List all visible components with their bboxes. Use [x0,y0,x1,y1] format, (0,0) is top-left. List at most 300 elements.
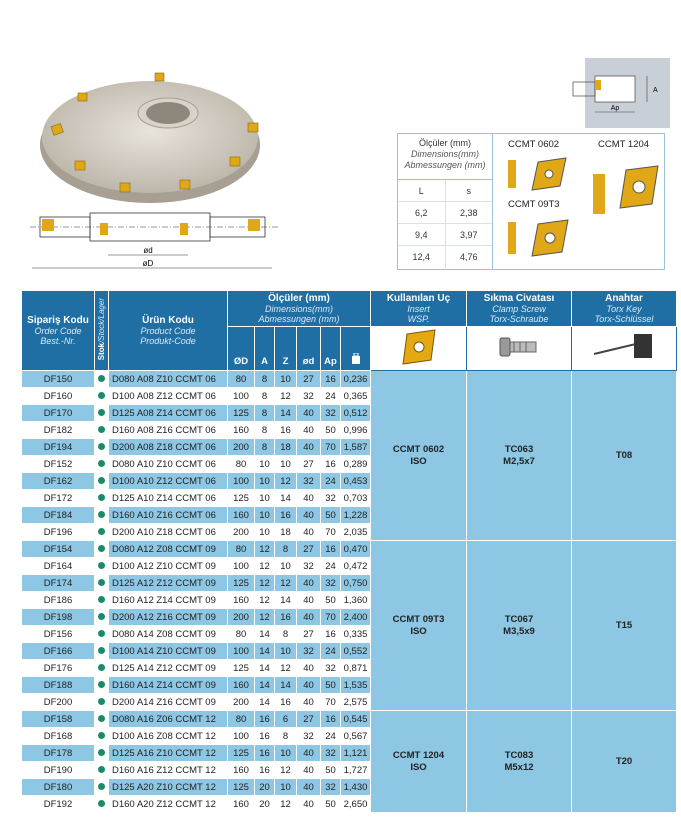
product-code-cell: D125 A14 Z12 CCMT 09 [109,660,228,677]
product-table-container [21,290,676,813]
stock-cell [95,507,109,524]
bore-cell: 40 [297,439,321,456]
bore-cell: 40 [297,575,321,592]
od-big-label: øD [142,259,154,268]
ap-cell: 70 [321,694,341,711]
weight-cell: 2,650 [341,796,371,813]
teeth-cell: 18 [275,439,297,456]
diameter-cell: 160 [228,592,255,609]
product-code-cell: D160 A20 Z12 CCMT 12 [109,796,228,813]
bore-cell: 32 [297,558,321,575]
stock-cell [95,371,109,388]
dims-s: 2,38 [459,207,478,218]
diameter-cell: 125 [228,660,255,677]
teeth-cell: 12 [275,388,297,405]
in-stock-icon [98,494,105,501]
diameter-cell: 160 [228,507,255,524]
insert-image [371,327,467,371]
in-stock-icon [98,630,105,637]
product-table [21,290,677,813]
order-code-cell: DF200 [22,694,95,711]
width-cell: 8 [255,439,275,456]
product-code-cell: D160 A08 Z16 CCMT 06 [109,422,228,439]
order-code-cell: DF186 [22,592,95,609]
dims-s: 3,97 [459,229,478,240]
stock-cell [95,626,109,643]
weight-cell: 0,472 [341,558,371,575]
diameter-cell: 100 [228,558,255,575]
weight-cell: 0,871 [341,660,371,677]
width-cell: 10 [255,490,275,507]
stock-cell [95,388,109,405]
ap-cell: 50 [321,422,341,439]
teeth-cell: 14 [275,677,297,694]
stock-cell [95,609,109,626]
stock-cell [95,490,109,507]
stock-cell [95,575,109,592]
order-code-cell: DF150 [22,371,95,388]
weight-cell: 0,996 [341,422,371,439]
weight-cell: 0,335 [341,626,371,643]
teeth-cell: 8 [275,541,297,558]
dims-l: 6,2 [398,202,446,223]
width-cell: 14 [255,694,275,711]
order-code-cell: DF180 [22,779,95,796]
width-cell: 20 [255,779,275,796]
stock-cell [95,592,109,609]
bore-cell: 32 [297,728,321,745]
in-stock-icon [98,545,105,552]
bore-cell: 40 [297,524,321,541]
bore-cell: 27 [297,626,321,643]
teeth-cell: 8 [275,626,297,643]
dims-row [398,224,492,246]
in-stock-icon [98,477,105,484]
weight-cell: 0,703 [341,490,371,507]
od-small-label: ød [143,246,153,255]
in-stock-icon [98,800,105,807]
product-code-cell: D080 A08 Z10 CCMT 06 [109,371,228,388]
width-cell: 16 [255,745,275,762]
teeth-cell: 14 [275,405,297,422]
in-stock-icon [98,443,105,450]
width-cell: 16 [255,762,275,779]
in-stock-icon [98,647,105,654]
header-dimensions: Ölçüler (mm) Dimensions(mm) Abmessungen (mm) [228,291,371,327]
width-cell: 10 [255,524,275,541]
product-code-cell: D125 A12 Z12 CCMT 09 [109,575,228,592]
diameter-cell: 100 [228,388,255,405]
width-cell: 12 [255,575,275,592]
teeth-cell: 18 [275,524,297,541]
bore-cell: 40 [297,694,321,711]
weight-cell: 1,587 [341,439,371,456]
ap-cell: 32 [321,490,341,507]
in-stock-icon [98,375,105,382]
insert-1204-drawing [588,156,663,226]
order-code-cell: DF156 [22,626,95,643]
diameter-cell: 200 [228,439,255,456]
dims-row [398,202,492,224]
width-cell: 12 [255,592,275,609]
stock-cell [95,694,109,711]
group-key-cell: T20 [572,711,677,813]
weight-cell: 0,289 [341,456,371,473]
header-insert: Kullanılan Uç Insert WSP. [371,291,467,327]
table-row [22,541,677,558]
teeth-cell: 12 [275,575,297,592]
product-code-cell: D200 A10 Z18 CCMT 06 [109,524,228,541]
weight-cell: 1,535 [341,677,371,694]
weight-cell: 0,750 [341,575,371,592]
ap-cell: 50 [321,762,341,779]
stock-cell [95,405,109,422]
bore-cell: 27 [297,711,321,728]
weight-cell: 2,575 [341,694,371,711]
header-order-code: Sipariş Kodu Order Code Best.-Nr. [22,291,95,371]
col-z: Z [275,327,297,371]
order-code-cell: DF152 [22,456,95,473]
stock-cell [95,711,109,728]
table-row [22,371,677,388]
product-code-cell: D160 A12 Z14 CCMT 09 [109,592,228,609]
col-l: L [398,180,446,201]
ap-cell: 70 [321,524,341,541]
diameter-cell: 80 [228,626,255,643]
in-stock-icon [98,579,105,586]
header-screw: Sıkma Civatası Clamp Screw Torx-Schraube [467,291,572,327]
stock-cell [95,762,109,779]
weight-cell: 1,121 [341,745,371,762]
width-cell: 16 [255,728,275,745]
torx-key-image [572,327,677,371]
bore-cell: 40 [297,677,321,694]
ap-cell: 50 [321,592,341,609]
diameter-cell: 125 [228,575,255,592]
in-stock-icon [98,698,105,705]
ap-cell: 24 [321,388,341,405]
bore-cell: 27 [297,371,321,388]
order-code-cell: DF194 [22,439,95,456]
bore-cell: 32 [297,388,321,405]
insert-dimensions-table [398,134,493,269]
diameter-cell: 200 [228,609,255,626]
ap-cell: 32 [321,575,341,592]
in-stock-icon [98,562,105,569]
product-code-cell: D080 A14 Z08 CCMT 09 [109,626,228,643]
teeth-cell: 10 [275,558,297,575]
diameter-cell: 125 [228,490,255,507]
ap-cell: 24 [321,473,341,490]
stock-cell [95,558,109,575]
ap-cell: 16 [321,371,341,388]
group-key-cell: T15 [572,541,677,711]
teeth-cell: 10 [275,779,297,796]
teeth-cell: 14 [275,592,297,609]
bore-cell: 40 [297,422,321,439]
width-cell: 20 [255,796,275,813]
dims-col-header [398,180,492,202]
ap-cell: 16 [321,626,341,643]
order-code-cell: DF192 [22,796,95,813]
weight-cell: 1,430 [341,779,371,796]
teeth-cell: 8 [275,728,297,745]
stock-cell [95,779,109,796]
order-code-cell: DF190 [22,762,95,779]
width-cell: 8 [255,388,275,405]
ap-cell: 32 [321,405,341,422]
order-code-cell: DF164 [22,558,95,575]
bore-cell: 32 [297,473,321,490]
insert-title-09t3: CCMT 09T3 [508,199,560,210]
diameter-cell: 160 [228,762,255,779]
order-code-cell: DF174 [22,575,95,592]
ap-label: Ap [610,105,620,112]
product-code-cell: D160 A16 Z12 CCMT 12 [109,762,228,779]
order-code-cell: DF162 [22,473,95,490]
col-a: A [255,327,275,371]
ap-cell: 32 [321,779,341,796]
product-code-cell: D125 A08 Z14 CCMT 06 [109,405,228,422]
diameter-cell: 125 [228,745,255,762]
product-code-cell: D080 A10 Z10 CCMT 06 [109,456,228,473]
table-row [22,711,677,728]
ap-cell: 32 [321,745,341,762]
order-code-cell: DF198 [22,609,95,626]
ap-cell: 70 [321,609,341,626]
diameter-cell: 80 [228,371,255,388]
bore-cell: 40 [297,660,321,677]
ap-cell: 24 [321,643,341,660]
bore-cell: 40 [297,762,321,779]
teeth-cell: 16 [275,507,297,524]
width-cell: 16 [255,711,275,728]
ap-cell: 16 [321,456,341,473]
diameter-cell: 80 [228,711,255,728]
in-stock-icon [98,528,105,535]
weight-icon [341,327,371,371]
width-cell: 8 [255,405,275,422]
stock-cell [95,660,109,677]
weight-cell: 0,545 [341,711,371,728]
ap-cell: 50 [321,507,341,524]
weight-cell: 1,727 [341,762,371,779]
product-table-body [22,371,677,813]
product-code-cell: D160 A10 Z16 CCMT 06 [109,507,228,524]
dims-row [398,246,492,268]
diameter-cell: 80 [228,456,255,473]
weight-cell: 0,552 [341,643,371,660]
product-code-cell: D125 A16 Z10 CCMT 12 [109,745,228,762]
stock-cell [95,473,109,490]
teeth-cell: 12 [275,473,297,490]
order-code-cell: DF168 [22,728,95,745]
teeth-cell: 14 [275,490,297,507]
order-code-cell: DF184 [22,507,95,524]
in-stock-icon [98,681,105,688]
in-stock-icon [98,715,105,722]
side-view-drawing [20,205,290,275]
weight-cell: 0,567 [341,728,371,745]
stock-cell [95,745,109,762]
dims-l: 12,4 [398,246,446,268]
order-code-cell: DF170 [22,405,95,422]
header-stock: Stok/Stock/Lager [95,291,109,371]
product-code-cell: D100 A12 Z10 CCMT 09 [109,558,228,575]
in-stock-icon [98,613,105,620]
bore-cell: 40 [297,405,321,422]
diameter-cell: 200 [228,694,255,711]
group-key-cell: T08 [572,371,677,541]
stock-cell [95,439,109,456]
weight-cell: 0,512 [341,405,371,422]
product-code-cell: D160 A14 Z14 CCMT 09 [109,677,228,694]
width-cell: 8 [255,371,275,388]
teeth-cell: 12 [275,762,297,779]
bore-cell: 40 [297,609,321,626]
dims-header [398,134,492,180]
diameter-cell: 200 [228,524,255,541]
width-cell: 12 [255,541,275,558]
insert-title-0602: CCMT 0602 [508,139,560,150]
col-bore: ød [297,327,321,371]
weight-cell: 2,400 [341,609,371,626]
order-code-cell: DF172 [22,490,95,507]
teeth-cell: 16 [275,609,297,626]
product-code-cell: D080 A12 Z08 CCMT 09 [109,541,228,558]
insert-dimensions-box [397,133,665,270]
teeth-cell: 6 [275,711,297,728]
width-cell: 14 [255,660,275,677]
product-code-cell: D080 A16 Z06 CCMT 12 [109,711,228,728]
product-code-cell: D200 A08 Z18 CCMT 06 [109,439,228,456]
bore-cell: 32 [297,643,321,660]
bore-cell: 40 [297,592,321,609]
stock-cell [95,541,109,558]
header-key: Anahtar Torx Key Torx-Schlüssel [572,291,677,327]
order-code-cell: DF176 [22,660,95,677]
width-cell: 14 [255,626,275,643]
diameter-cell: 160 [228,677,255,694]
width-cell: 14 [255,643,275,660]
order-code-cell: DF182 [22,422,95,439]
cutter-illustration [30,65,270,215]
group-screw-cell: TC063 M2,5x7 [467,371,572,541]
in-stock-icon [98,783,105,790]
weight-cell: 0,365 [341,388,371,405]
diameter-cell: 160 [228,422,255,439]
bore-cell: 40 [297,779,321,796]
teeth-cell: 16 [275,694,297,711]
bore-cell: 27 [297,456,321,473]
diameter-cell: 100 [228,643,255,660]
order-code-cell: DF160 [22,388,95,405]
in-stock-icon [98,766,105,773]
product-code-cell: D100 A10 Z12 CCMT 06 [109,473,228,490]
order-code-cell: DF166 [22,643,95,660]
stock-cell [95,728,109,745]
ap-cell: 50 [321,677,341,694]
insert-09t3-drawing [498,212,578,267]
bore-cell: 40 [297,507,321,524]
diameter-cell: 125 [228,405,255,422]
in-stock-icon [98,460,105,467]
insert-0602-drawing [498,152,578,197]
in-stock-icon [98,409,105,416]
col-ap: Ap [321,327,341,371]
group-screw-cell: TC083 M5x12 [467,711,572,813]
order-code-cell: DF178 [22,745,95,762]
teeth-cell: 10 [275,371,297,388]
teeth-cell: 10 [275,745,297,762]
ap-cell: 32 [321,660,341,677]
width-cell: 10 [255,473,275,490]
ap-cell: 50 [321,796,341,813]
group-insert-cell: CCMT 09T3 ISO [371,541,467,711]
stock-cell [95,422,109,439]
weight-cell: 0,236 [341,371,371,388]
stock-cell [95,456,109,473]
product-code-cell: D100 A14 Z10 CCMT 09 [109,643,228,660]
dims-l: 9,4 [398,224,446,245]
in-stock-icon [98,732,105,739]
width-cell: 10 [255,456,275,473]
group-insert-cell: CCMT 0602 ISO [371,371,467,541]
in-stock-icon [98,392,105,399]
order-code-cell: DF188 [22,677,95,694]
teeth-cell: 10 [275,456,297,473]
ap-cell: 70 [321,439,341,456]
dims-title-en: Dimensions(mm) [410,149,479,159]
in-stock-icon [98,596,105,603]
product-code-cell: D200 A14 Z16 CCMT 09 [109,694,228,711]
ap-cell: 16 [321,541,341,558]
diameter-cell: 125 [228,779,255,796]
col-od: ØD [228,327,255,371]
product-code-cell: D100 A08 Z12 CCMT 06 [109,388,228,405]
weight-cell: 2,035 [341,524,371,541]
ap-cell: 24 [321,728,341,745]
group-insert-cell: CCMT 1204 ISO [371,711,467,813]
dims-title: Ölçüler (mm) [419,138,471,148]
screw-image [467,327,572,371]
in-stock-icon [98,426,105,433]
weight-cell: 1,228 [341,507,371,524]
teeth-cell: 12 [275,660,297,677]
bore-cell: 40 [297,490,321,507]
stock-cell [95,677,109,694]
diameter-cell: 100 [228,728,255,745]
width-cell: 8 [255,422,275,439]
weight-cell: 1,360 [341,592,371,609]
width-cell: 10 [255,507,275,524]
dims-s: 4,76 [459,252,478,262]
width-cell: 12 [255,558,275,575]
insert-title-1204: CCMT 1204 [598,139,650,150]
order-code-cell: DF196 [22,524,95,541]
weight-cell: 0,470 [341,541,371,558]
stock-cell [95,643,109,660]
order-code-cell: DF158 [22,711,95,728]
a-label: A [653,87,658,94]
col-s: s [466,185,471,196]
product-code-cell: D125 A10 Z14 CCMT 06 [109,490,228,507]
teeth-cell: 10 [275,643,297,660]
width-cell: 14 [255,677,275,694]
ap-cell: 16 [321,711,341,728]
diameter-cell: 80 [228,541,255,558]
width-schematic [565,58,670,128]
